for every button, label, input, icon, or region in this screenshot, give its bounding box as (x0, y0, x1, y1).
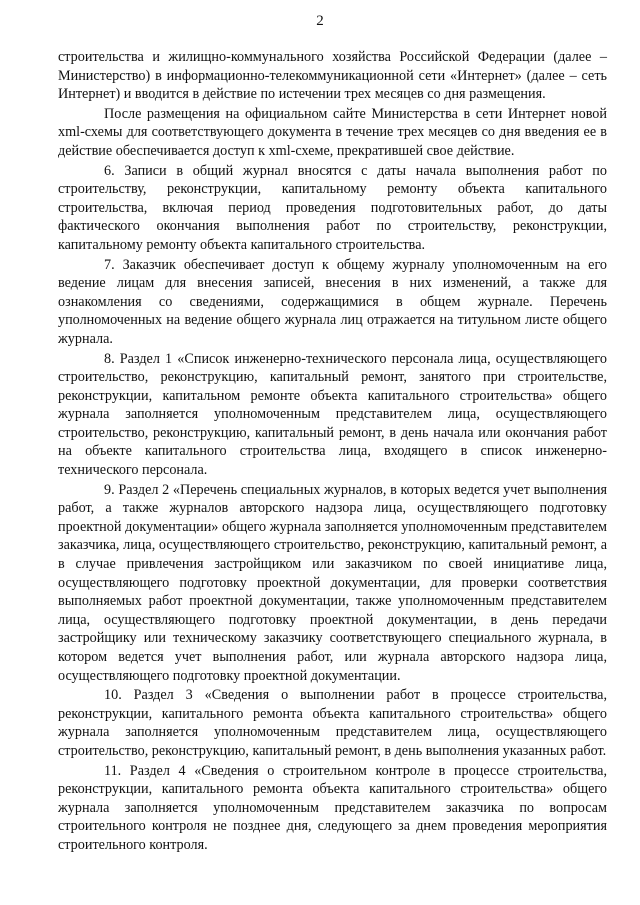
paragraph-xml-schema: После размещения на официальном сайте Министерства в сети Интернет новой xml-схемы для соответствующего документа в течение трех месяцев со дня введения ее в действие обеспечивается доступ к xml-схеме, прекратившей свое действие. (58, 105, 607, 159)
page-number: 2 (316, 13, 324, 29)
paragraph-item-8: 8. Раздел 1 «Список инженерно-технического персонала лица, осуществляющего строительство, реконструкцию, капитальный ремонт, занятого при строительстве, реконструкции, капитальном ремонте объекта капитального строительства» общего журнала заполняется уполномоченным представителем лица, осуществляющего строительство, реконструкцию, капитальный ремонт, в день начала или окончания работ на объекте капитального строительства лица, входящего в список инженерно-технического персонала. (58, 350, 607, 479)
paragraph-item-7: 7. Заказчик обеспечивает доступ к общему журналу уполномоченным на его ведение лицам для внесения записей, внесения в них изменений, а также для ознакомления со сведениями, содержащимися в общем журнале. Перечень уполномоченных на ведение общего журнала лиц отражается на титульном листе общего журнала. (58, 256, 607, 347)
paragraph-item-11: 11. Раздел 4 «Сведения о строительном контроле в процессе строительства, реконструкции, капитального ремонта объекта капитального строительства» общего журнала заполняется уполномоченным представителем заказчика по вопросам строительного контроля не позднее дня, следующего за днем проведения мероприятия строительного контроля. (58, 762, 607, 853)
paragraph-item-10: 10. Раздел 3 «Сведения о выполнении работ в процессе строительства, реконструкции, капитального ремонта объекта капитального строительства» общего журнала заполняется уполномоченным представителем лица, осуществляющего строительство, реконструкцию, капитальный ремонт, в день выполнения указанных работ. (58, 687, 607, 759)
paragraph-continuation: строительства и жилищно-коммунального хозяйства Российской Федерации (далее – Министерство) в информационно-телекоммуникационной сети «Интернет» (далее – сеть Интернет) и вводится в действие по истечении трех месяцев со дня размещения. (58, 49, 607, 103)
paragraph-item-9: 9. Раздел 2 «Перечень специальных журналов, в которых ведется учет выполнения работ, а также журналов авторского надзора лица, осуществляющего подготовку проектной документации» общего журнала заполняется уполномоченным представителем заказчика, лица, осуществляющего строительство, реконструкцию, капитальный ремонт, а в случае привлечения застройщиком или заказчиком по своей инициативе лица, осуществляющего подготовку проектной документации, для проверки соответствия выполняемых работ проектной документации, также уполномоченным представителем лица, осуществляющего подготовку проектной документации, в день передачи застройщику или техническому заказчику соответствующего специального журнала, в котором ведется учет выполнения работ, или журнала авторского надзора лица, осуществляющего подготовку проектной документации. (58, 481, 607, 684)
document-body (58, 48, 607, 855)
paragraph-item-6: 6. Записи в общий журнал вносятся с даты начала выполнения работ по строительству, реконструкции, капитальному ремонту объекта капитального строительства, включая период проведения подготовительных работ, до даты фактического окончания выполнения работ по строительству, реконструкции, капитальному ремонту объекта капитального строительства. (58, 162, 607, 253)
